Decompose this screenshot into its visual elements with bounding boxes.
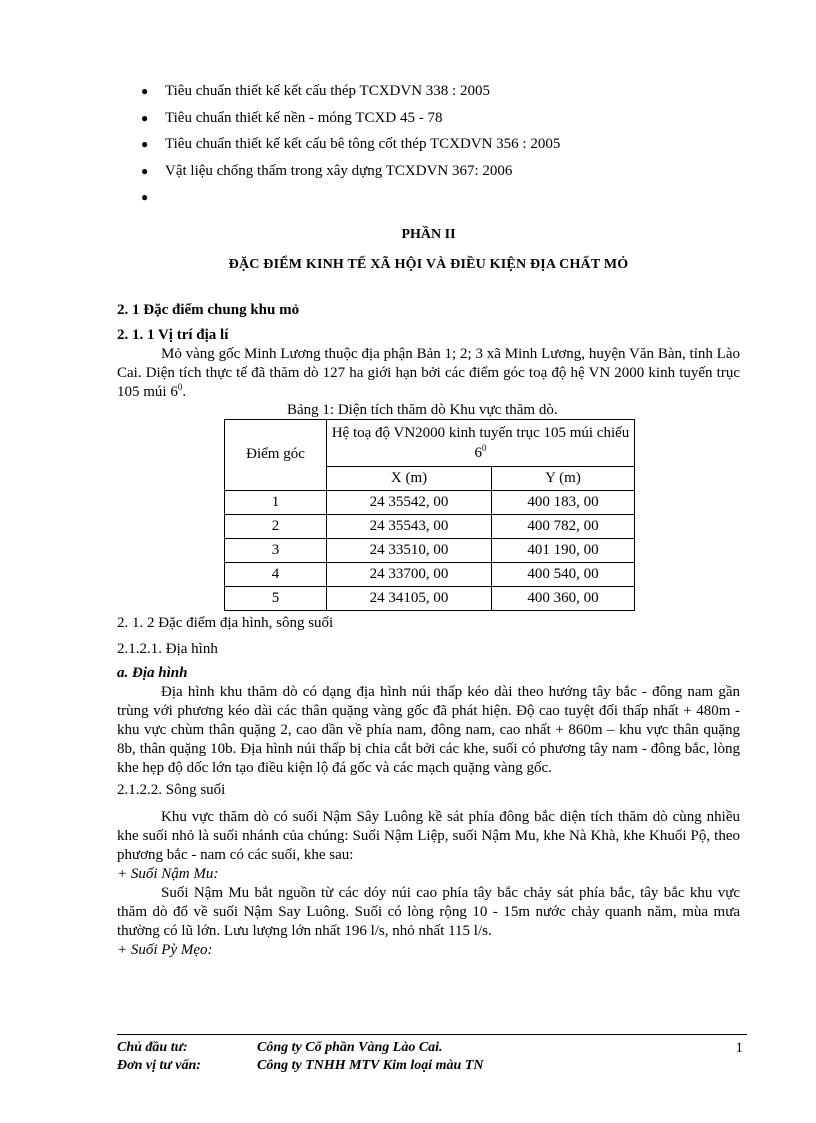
standard-item: ● Tiêu chuẩn thiết kế kết cấu thép TCXDVN 338 : 2005 [165, 78, 740, 105]
table-row: 5 24 34105, 00 400 360, 00 [225, 586, 635, 610]
bullet-icon: ● [141, 84, 149, 98]
standard-item: ● Vật liệu chống thấm trong xây dựng TCXDVN 367: 2006 [165, 158, 740, 185]
consultant-label: Đơn vị tư vấn: [117, 1058, 201, 1073]
bullet-icon: ● [141, 190, 149, 204]
stream-py-meo-title: + Suối Pỳ Mẹo: [117, 941, 213, 958]
footer-investor-row [117, 1039, 747, 1057]
section-heading-2-1-2-1: 2.1.2.1. Địa hình [117, 640, 218, 657]
investor-label: Chủ đầu tư: [117, 1040, 188, 1055]
section-heading-2-1: 2. 1 Đặc điểm chung khu mỏ [117, 301, 300, 318]
page-footer [117, 1034, 747, 1075]
standard-item-empty [141, 184, 740, 211]
table-caption: Bảng 1: Diện tích thăm dò Khu vực thăm dò. [287, 401, 558, 418]
stream-nam-mu-paragraph: Suối Nậm Mu bắt nguồn từ các dóy núi cao phía tây bắc chảy sát phía bắc, tây bắc khu vực thăm dò đổ về suối Nậm Say Luông. Suối có lòng rộng 10 - 15m nước chảy quanh năm, mùa mưa thường có lũ lớn. Lưu lượng lớn nhất 196 l/s, nhỏ nhất 115 l/s. [117, 884, 740, 939]
location-paragraph: Mỏ vàng gốc Minh Lương thuộc địa phận Bản 1; 2; 3 xã Minh Lương, huyện Văn Bàn, tỉnh Lào Cai. Diện tích thực tế đã thăm dò 127 ha giới hạn bởi các điểm góc toạ độ hệ VN 2000 kinh tuyến trục 105 múi $6^0$. [117, 345, 740, 400]
terrain-paragraph: Địa hình khu thăm dò có dạng địa hình núi thấp kéo dài theo hướng tây bắc - đông nam gần trùng với phương kéo dài các thân quặng vàng gốc đã phát hiện. Độ cao tuyệt đối thấp nhất + 480m - khu vực chùm thân quặng 2, cao dần về phía nam, đông nam, cao nhất + 860m – khu vực thân quặng 8b, thân quặng 10b. Địa hình núi thấp bị chia cắt bởi các khe, suối có phương tây nam - đông bắc, lòng khe hẹp độ dốc lớn tạo điều kiện lộ đá gốc và các mạch quặng vàng gốc. [117, 683, 740, 776]
standards-list [117, 78, 740, 211]
footer-consultant-row [117, 1057, 747, 1075]
table-row: 4 24 33700, 00 400 540, 00 [225, 562, 635, 586]
section-heading-2-1-2-2: 2.1.2.2. Sông suối [117, 781, 226, 798]
stream-nam-mu-title: + Suối Nậm Mu: [117, 865, 219, 882]
rivers-paragraph: Khu vực thăm dò có suối Nậm Sây Luông kề sát phía đông bắc diện tích thăm dò cùng nhiều khe suối nhỏ là suối nhánh của chúng: Suối Nậm Liệp, suối Nậm Mu, khe Nà Khà, khe Khuổi Pộ, theo phương bắc - nam có các suối, khe sau: [117, 808, 740, 863]
standard-item: ● Tiêu chuẩn thiết kế kết cấu bê tông cốt thép TCXDVN 356 : 2005 [165, 131, 740, 158]
section-heading-2-1-2: 2. 1. 2 Đặc điểm địa hình, sông suối [117, 614, 334, 631]
terrain-heading: a. Địa hình [117, 664, 188, 681]
part-subtitle: ĐẶC ĐIỂM KINH TẾ XÃ HỘI VÀ ĐIỀU KIỆN ĐỊA CHẤT MỎ [228, 256, 629, 272]
consultant-value: Công ty TNHH MTV Kim loại màu TN [257, 1058, 484, 1073]
coordinate-table [224, 419, 635, 611]
document-page [117, 78, 740, 960]
standard-item: ● Tiêu chuẩn thiết kế nền - móng TCXD 45 - 78 [165, 105, 740, 132]
table-row: 1 24 35542, 00 400 183, 00 [225, 490, 635, 514]
bullet-icon: ● [141, 163, 149, 178]
page-number: 1 [735, 1040, 743, 1056]
bullet-icon: ● [141, 137, 149, 151]
header-x: X (m) [327, 466, 492, 490]
header-point: Điểm góc [225, 419, 327, 490]
table-row: 2 24 35543, 00 400 782, 00 [225, 514, 635, 538]
section-heading-2-1-1: 2. 1. 1 Vị trí địa lí [117, 326, 229, 343]
investor-value: Công ty Cổ phần Vàng Lào Cai. [257, 1040, 443, 1055]
header-y: Y (m) [492, 466, 635, 490]
bullet-icon: ● [141, 110, 149, 125]
header-system: Hệ toạ độ VN2000 kinh tuyến trục 105 múi chiếu $6^0$ [327, 419, 635, 466]
part-title: PHẦN II [401, 226, 456, 242]
table-row: 3 24 33510, 00 401 190, 00 [225, 538, 635, 562]
